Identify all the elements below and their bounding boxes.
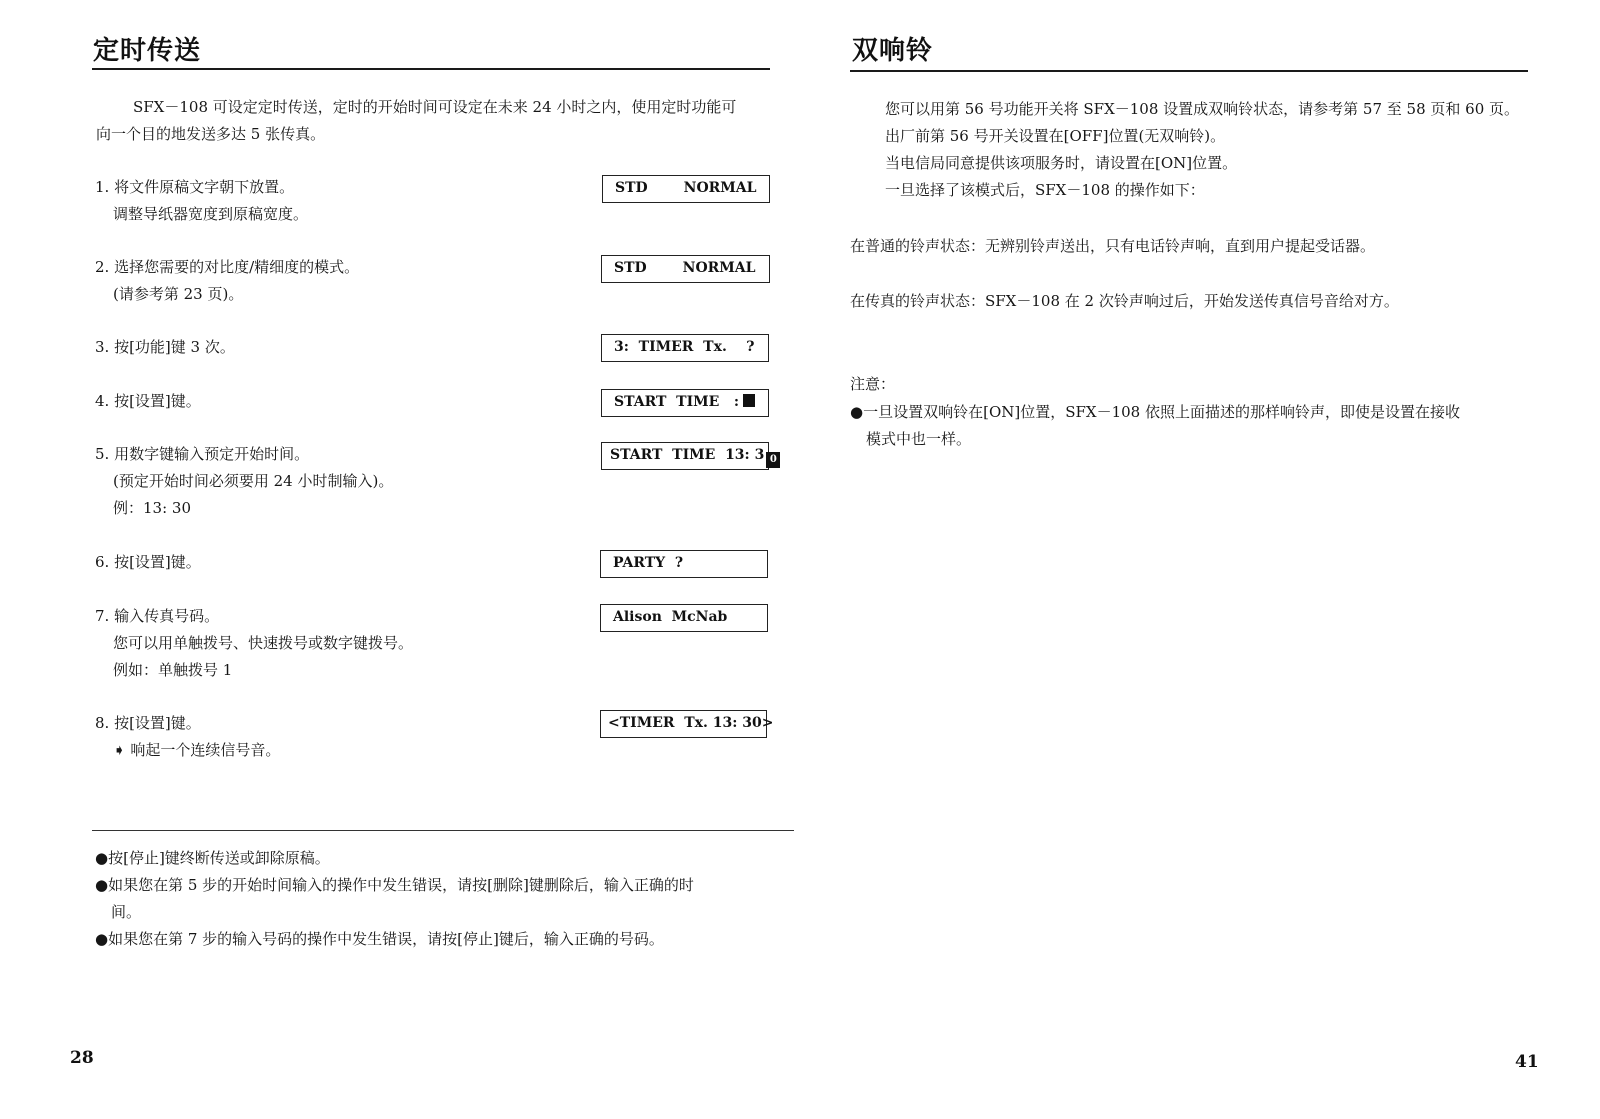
step-4-display-text: START TIME : [614, 394, 740, 410]
step-8-display-text: <TIMER Tx. 13: 30> [608, 715, 774, 731]
step-4-line-1: 4. 按[设置]键。 [95, 392, 201, 410]
left-page-title: 定时传送 [93, 36, 202, 66]
step-5-display [601, 442, 777, 470]
cursor-digit-icon: 0 [766, 452, 780, 468]
fax-ring-text: 在传真的铃声状态：SFX－108 在 2 次铃声响过后，开始发送传真信号音给对方。 [850, 292, 1399, 310]
right-intro-line-2: 出厂前第 56 号开关设置在[OFF]位置(无双响铃)。 [885, 127, 1226, 145]
step-7-line-3: 例如：单触拨号 1 [113, 661, 233, 679]
right-page-number: 41 [1515, 1052, 1539, 1072]
step-5-display-text: START TIME 13: 3 [610, 447, 765, 463]
note-1: ●按[停止]键终断传送或卸除原稿。 [95, 849, 330, 867]
right-intro-line-3: 当电信局同意提供该项服务时，请设置在[ON]位置。 [885, 154, 1238, 172]
right-note-line-2: 模式中也一样。 [866, 430, 972, 448]
left-intro-line-1: SFX－108 可设定定时传送，定时的开始时间可设定在未来 24 小时之内，使用定时功能可 [133, 98, 737, 116]
left-title-rule [92, 68, 770, 70]
notes-divider [92, 830, 794, 831]
step-8-line-2: ➧ 响起一个连续信号音。 [113, 741, 281, 759]
step-6-display-text: PARTY ? [613, 555, 684, 571]
normal-ring-text: 在普通的铃声状态：无辨别铃声送出，只有电话铃声响，直到用户提起受话器。 [850, 237, 1376, 255]
step-3-line-1: 3. 按[功能]键 3 次。 [95, 338, 235, 356]
step-1-display [602, 175, 770, 203]
right-note-line-1: ●一旦设置双响铃在[ON]位置，SFX－108 依照上面描述的那样响铃声，即使是设置在接收 [850, 403, 1460, 421]
right-page-title: 双响铃 [852, 36, 934, 66]
left-page-number: 28 [70, 1048, 94, 1068]
note-2: ●如果您在第 5 步的开始时间输入的操作中发生错误，请按[删除]键删除后，输入正确的时 [95, 876, 694, 894]
step-4-display [601, 389, 769, 417]
step-6-line-1: 6. 按[设置]键。 [95, 553, 201, 571]
right-intro-line-4: 一旦选择了该模式后，SFX－108 的操作如下： [885, 181, 1205, 199]
step-2-display [601, 255, 770, 283]
right-title-rule [850, 70, 1528, 72]
left-intro-line-2: 向一个目的地发送多达 5 张传真。 [96, 125, 326, 143]
step-5-line-2: (预定开始时间必须要用 24 小时制输入)。 [113, 472, 394, 490]
cursor-block-icon [743, 394, 755, 407]
step-5-line-1: 5. 用数字键输入预定开始时间。 [95, 445, 310, 463]
step-2-line-2: (请参考第 23 页)。 [113, 285, 244, 303]
note-3: ●如果您在第 7 步的输入号码的操作中发生错误，请按[停止]键后，输入正确的号码。 [95, 930, 664, 948]
step-2-line-1: 2. 选择您需要的对比度/精细度的模式。 [95, 258, 360, 276]
step-5-line-3: 例：13: 30 [113, 499, 191, 517]
note-label: 注意： [850, 375, 896, 393]
step-2-display-resolution: NORMAL [682, 260, 756, 276]
note-2-cont: 间。 [111, 903, 142, 921]
step-8-line-1: 8. 按[设置]键。 [95, 714, 201, 732]
step-6-display [600, 550, 768, 578]
step-2-display-mode: STD [614, 260, 647, 276]
step-8-display [600, 710, 774, 738]
step-3-display [601, 334, 769, 362]
step-1-line-1: 1. 将文件原稿文字朝下放置。 [95, 178, 295, 196]
step-7-line-2: 您可以用单触拨号、快速拨号或数字键拨号。 [113, 634, 414, 652]
right-intro-line-1: 您可以用第 56 号功能开关将 SFX－108 设置成双响铃状态，请参考第 57 至 58 页和 60 页。 [885, 100, 1520, 118]
step-7-display [600, 604, 768, 632]
step-7-display-text: Alison McNab [613, 609, 728, 625]
step-7-line-1: 7. 输入传真号码。 [95, 607, 220, 625]
step-1-line-2: 调整导纸器宽度到原稿宽度。 [113, 205, 309, 223]
step-1-display-mode: STD [615, 180, 648, 196]
step-1-display-resolution: NORMAL [683, 180, 757, 196]
step-3-display-text: 3: TIMER Tx. ? [614, 339, 755, 355]
